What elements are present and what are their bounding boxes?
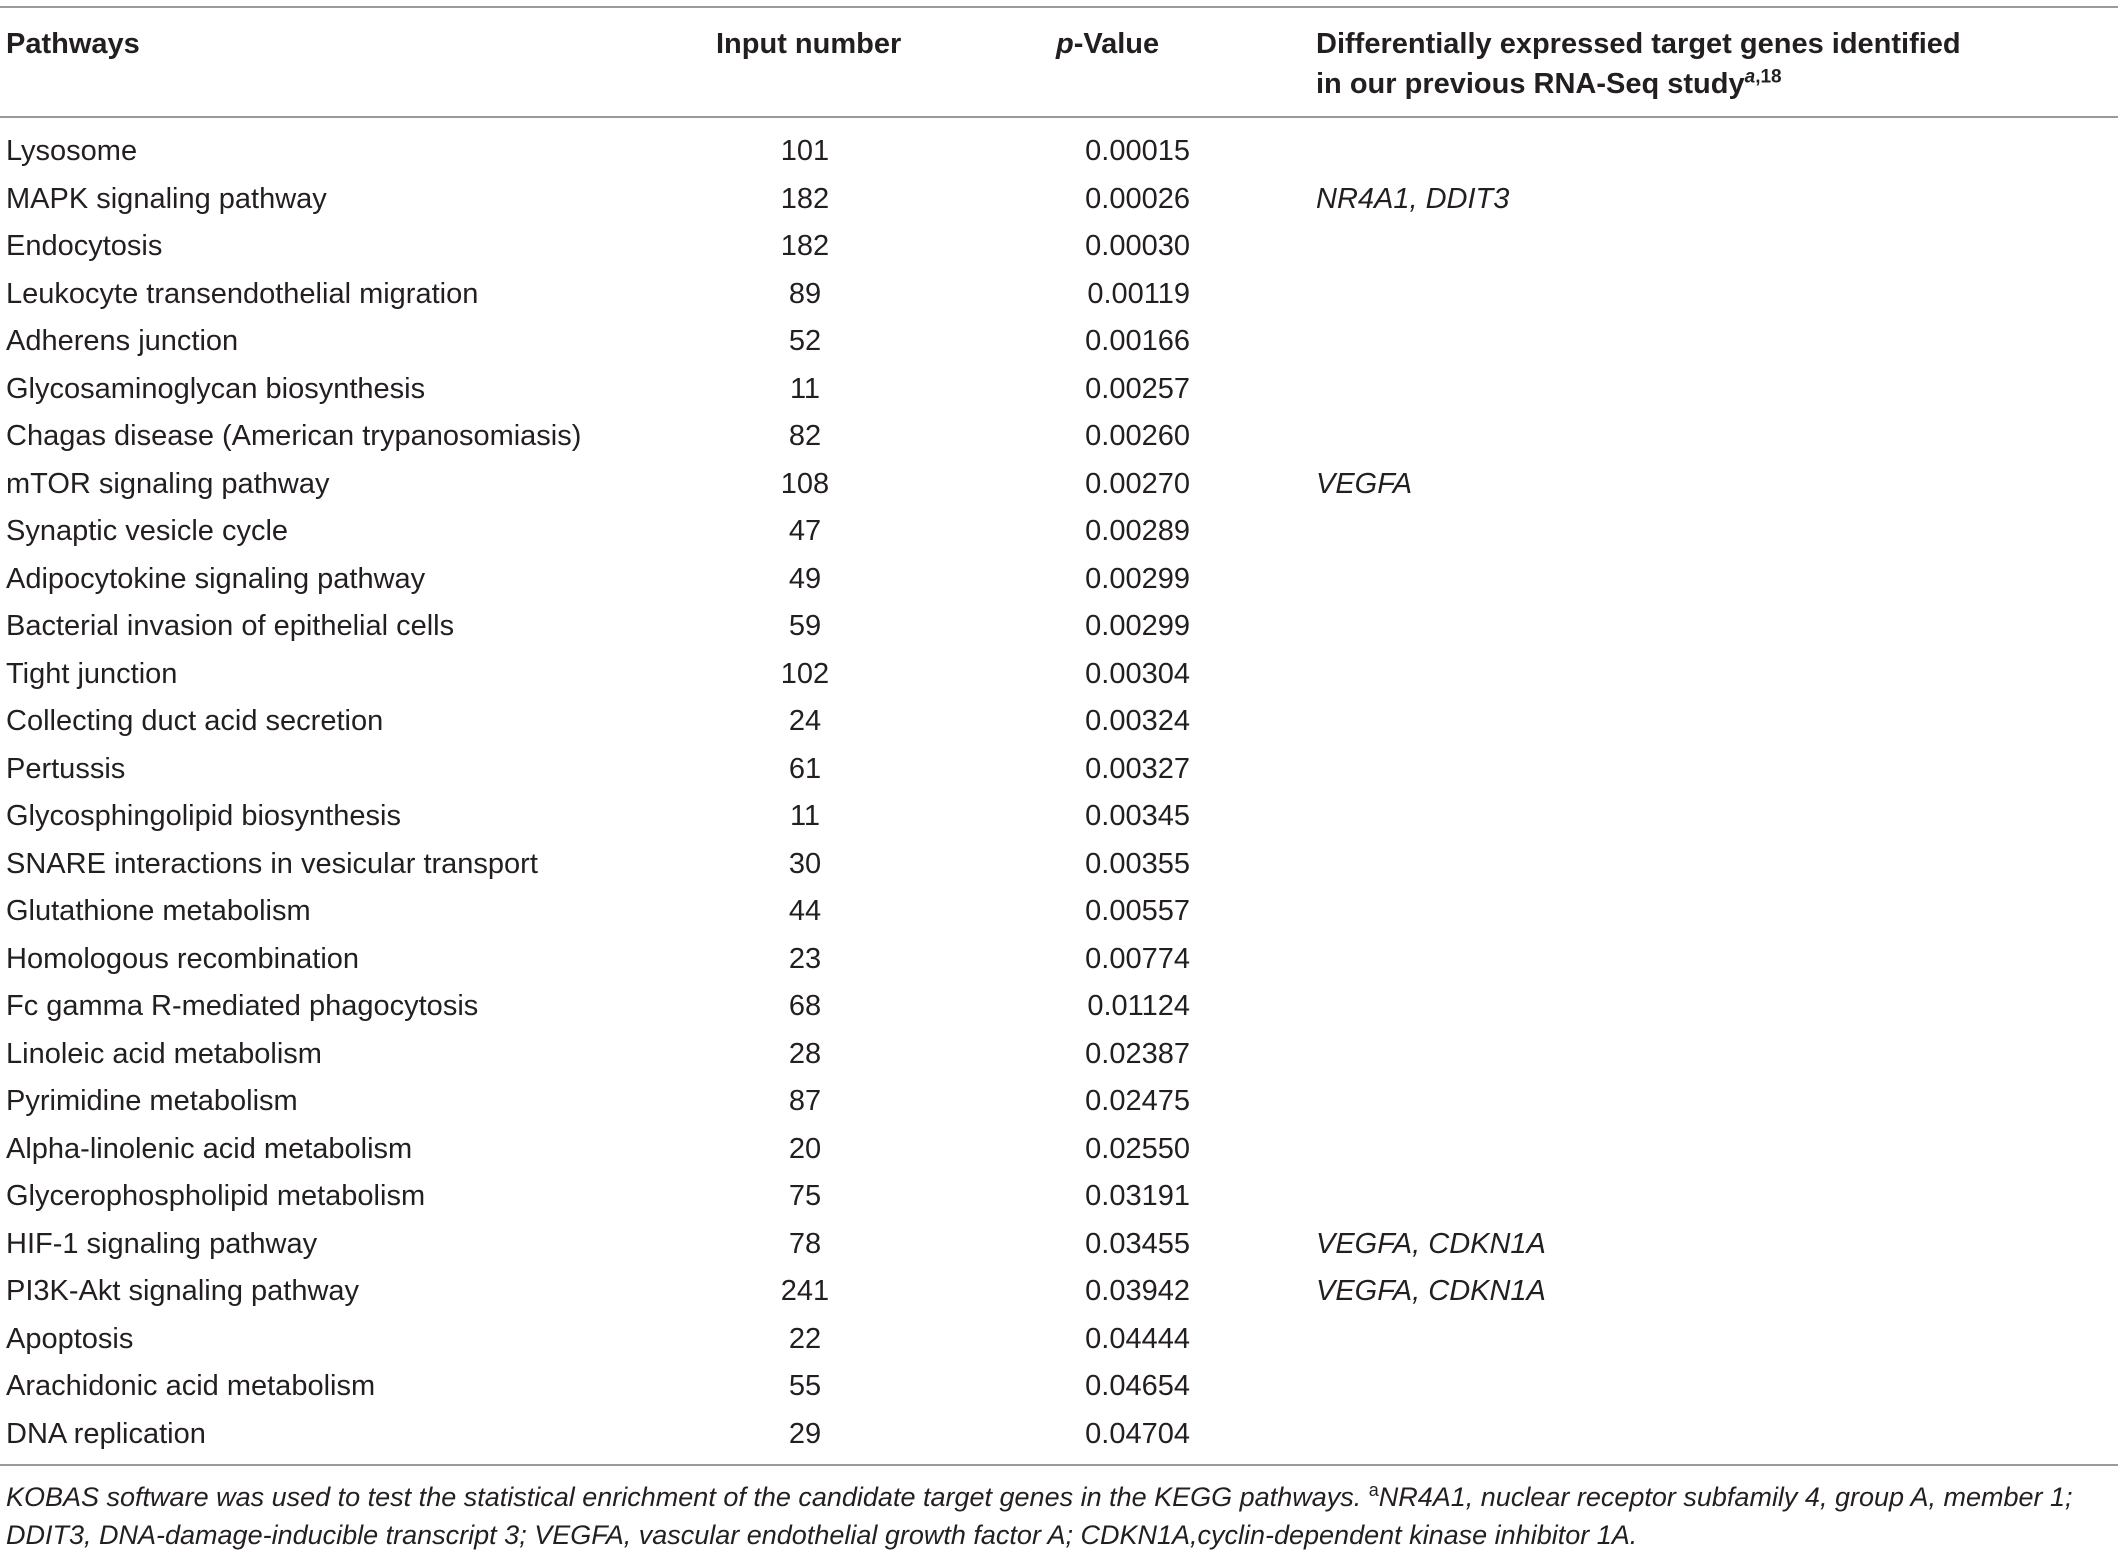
pathway-cell: MAPK signaling pathway <box>6 182 327 215</box>
p-value-cell: 0.03191 <box>1085 1180 1190 1212</box>
p-value-cell: 0.00026 <box>1085 182 1190 215</box>
input-number-cell: 182 <box>780 230 830 262</box>
input-number-cell: 89 <box>788 277 822 310</box>
footnote-text-part1: KOBAS software was used to test the statistical enrichment of the candidate target genes in the KEGG pathways. <box>6 1482 1369 1512</box>
pathway-cell: Fc gamma R-mediated phagocytosis <box>6 990 479 1022</box>
pathway-cell: Glycosaminoglycan biosynthesis <box>6 372 426 405</box>
target-genes-cell: VEGFA, CDKN1A <box>1316 1275 1546 1307</box>
header-p-value <box>1056 24 1159 64</box>
target-genes-cell: VEGFA <box>1316 467 1413 500</box>
pathway-cell: Glycosphingolipid biosynthesis <box>6 800 401 832</box>
p-value-cell: 0.00327 <box>1085 752 1190 785</box>
pathway-cell: Tight junction <box>6 657 178 690</box>
input-number-cell: 241 <box>780 1275 830 1307</box>
header-p-value-italic: p <box>1056 28 1074 60</box>
p-value-cell: 0.02387 <box>1085 1037 1190 1070</box>
input-number-cell: 29 <box>788 1417 822 1450</box>
input-number-cell: 52 <box>788 325 822 357</box>
input-number-cell: 108 <box>780 467 830 500</box>
table-row <box>0 983 2118 1031</box>
header-sup-italic: a <box>1744 66 1756 88</box>
pathway-cell: Glycerophospholipid metabolism <box>6 1180 426 1212</box>
table-row <box>0 651 2118 699</box>
p-value-cell: 0.03455 <box>1085 1227 1190 1260</box>
header-target-genes-superscript <box>1745 66 1782 87</box>
table-row <box>0 746 2118 794</box>
input-number-cell: 11 <box>789 372 821 405</box>
table-row <box>0 1126 2118 1174</box>
pathway-cell: Chagas disease (American trypanosomiasis) <box>6 420 582 452</box>
table-row <box>0 176 2118 224</box>
input-number-cell: 68 <box>788 990 822 1022</box>
p-value-cell: 0.00557 <box>1085 895 1190 927</box>
table-row <box>0 698 2118 746</box>
input-number-cell: 75 <box>788 1180 822 1212</box>
input-number-cell: 24 <box>788 705 822 737</box>
input-number-cell: 11 <box>789 800 821 832</box>
header-input-number: Input number <box>716 28 902 60</box>
pathway-cell: SNARE interactions in vesicular transport <box>6 847 538 880</box>
p-value-cell: 0.00774 <box>1085 942 1190 975</box>
pathway-cell: Glutathione metabolism <box>6 895 311 927</box>
pathway-cell: HIF-1 signaling pathway <box>6 1227 318 1260</box>
input-number-cell: 61 <box>788 752 822 785</box>
table-row <box>0 1078 2118 1126</box>
pathway-cell: Arachidonic acid metabolism <box>6 1370 376 1402</box>
table-row <box>0 508 2118 556</box>
input-number-cell: 22 <box>788 1322 822 1355</box>
p-value-cell: 0.00324 <box>1085 705 1190 737</box>
pathway-cell: DNA replication <box>6 1417 206 1450</box>
header-target-genes-line1: Differentially expressed target genes identified <box>1316 28 1961 60</box>
bottom-rule <box>0 1464 2118 1466</box>
input-number-cell: 182 <box>780 182 830 215</box>
input-number-cell: 47 <box>788 515 822 547</box>
table-row <box>0 271 2118 319</box>
table-row <box>0 888 2118 936</box>
p-value-cell: 0.00345 <box>1085 800 1190 832</box>
pathway-cell: Adherens junction <box>6 325 239 357</box>
p-value-cell: 0.01124 <box>1087 990 1190 1022</box>
p-value-cell: 0.00015 <box>1085 135 1190 167</box>
p-value-cell: 0.04704 <box>1085 1417 1190 1450</box>
p-value-cell: 0.02550 <box>1085 1132 1190 1165</box>
table-row <box>0 1316 2118 1364</box>
pathway-cell: Adipocytokine signaling pathway <box>6 562 426 595</box>
table-row <box>0 1268 2118 1316</box>
input-number-cell: 49 <box>788 562 822 595</box>
input-number-cell: 78 <box>788 1227 822 1260</box>
table-row <box>0 603 2118 651</box>
input-number-cell: 102 <box>780 657 830 690</box>
p-value-cell: 0.00355 <box>1085 847 1190 880</box>
table-footnote <box>6 1478 2106 1554</box>
table-row <box>0 128 2118 176</box>
table-row <box>0 1173 2118 1221</box>
input-number-cell: 59 <box>788 610 822 642</box>
input-number-cell: 44 <box>788 895 822 927</box>
table-row <box>0 936 2118 984</box>
target-genes-cell: VEGFA, CDKN1A <box>1316 1227 1546 1260</box>
pathway-cell: mTOR signaling pathway <box>6 467 330 500</box>
p-value-cell: 0.00299 <box>1085 562 1190 595</box>
p-value-cell: 0.00289 <box>1085 515 1190 547</box>
pathway-cell: Bacterial invasion of epithelial cells <box>6 610 455 642</box>
header-target-genes-line2 <box>1316 64 1961 104</box>
input-number-cell: 101 <box>780 135 830 167</box>
table-row <box>0 413 2118 461</box>
input-number-cell: 82 <box>788 420 822 452</box>
header-target-genes <box>1316 24 1961 104</box>
table-row <box>0 461 2118 509</box>
table-row <box>0 318 2118 366</box>
footnote-marker: a <box>1368 1480 1379 1500</box>
p-value-cell: 0.00030 <box>1085 230 1190 262</box>
p-value-cell: 0.04444 <box>1085 1322 1190 1355</box>
input-number-cell: 55 <box>788 1370 822 1402</box>
p-value-cell: 0.02475 <box>1085 1085 1190 1117</box>
header-sup-rest: ,18 <box>1755 66 1782 88</box>
footnote-text-part2: NR4A1, nuclear receptor subfamily 4, group A, member 1; DDIT3, DNA-damage-inducible transcript 3; VEGFA, vascular endothelial growth factor A; CDKN1A,cyclin-dependent kinase inhibitor 1A. <box>6 1482 2073 1550</box>
input-number-cell: 87 <box>788 1085 822 1117</box>
p-value-cell: 0.00257 <box>1085 372 1190 405</box>
input-number-cell: 20 <box>788 1132 822 1165</box>
table-row <box>0 1363 2118 1411</box>
header-p-value-rest: -Value <box>1073 28 1160 60</box>
p-value-cell: 0.00166 <box>1085 325 1190 357</box>
p-value-cell: 0.03942 <box>1085 1275 1190 1307</box>
input-number-cell: 28 <box>788 1037 822 1070</box>
pathway-cell: PI3K-Akt signaling pathway <box>6 1275 360 1307</box>
input-number-cell: 23 <box>788 942 822 975</box>
table-row <box>0 223 2118 271</box>
table-row <box>0 1031 2118 1079</box>
pathway-cell: Lysosome <box>6 135 138 167</box>
pathway-cell: Collecting duct acid secretion <box>6 705 384 737</box>
header-pathways: Pathways <box>6 28 140 60</box>
pathway-cell: Homologous recombination <box>6 942 360 975</box>
p-value-cell: 0.00119 <box>1087 277 1190 310</box>
target-genes-cell: NR4A1, DDIT3 <box>1316 182 1510 215</box>
pathway-cell: Endocytosis <box>6 230 163 262</box>
input-number-cell: 30 <box>788 847 822 880</box>
p-value-cell: 0.00270 <box>1085 467 1190 500</box>
pathway-cell: Apoptosis <box>6 1322 134 1355</box>
pathway-cell: Synaptic vesicle cycle <box>6 515 289 547</box>
top-rule <box>0 6 2118 8</box>
table-row <box>0 556 2118 604</box>
pathway-cell: Pyrimidine metabolism <box>6 1085 298 1117</box>
pathway-cell: Leukocyte transendothelial migration <box>6 277 479 310</box>
table-row <box>0 1221 2118 1269</box>
pathway-cell: Alpha-linolenic acid metabolism <box>6 1132 413 1165</box>
table-row <box>0 793 2118 841</box>
p-value-cell: 0.00304 <box>1085 657 1190 690</box>
p-value-cell: 0.00299 <box>1085 610 1190 642</box>
pathway-cell: Pertussis <box>6 752 126 785</box>
table-row <box>0 841 2118 889</box>
header-rule <box>0 116 2118 118</box>
p-value-cell: 0.00260 <box>1085 420 1190 452</box>
pathway-cell: Linoleic acid metabolism <box>6 1037 322 1070</box>
header-target-genes-line2-text: in our previous RNA-Seq study <box>1316 68 1745 100</box>
p-value-cell: 0.04654 <box>1085 1370 1190 1402</box>
table-row <box>0 366 2118 414</box>
table-body <box>0 128 2118 1458</box>
table-row <box>0 1411 2118 1459</box>
